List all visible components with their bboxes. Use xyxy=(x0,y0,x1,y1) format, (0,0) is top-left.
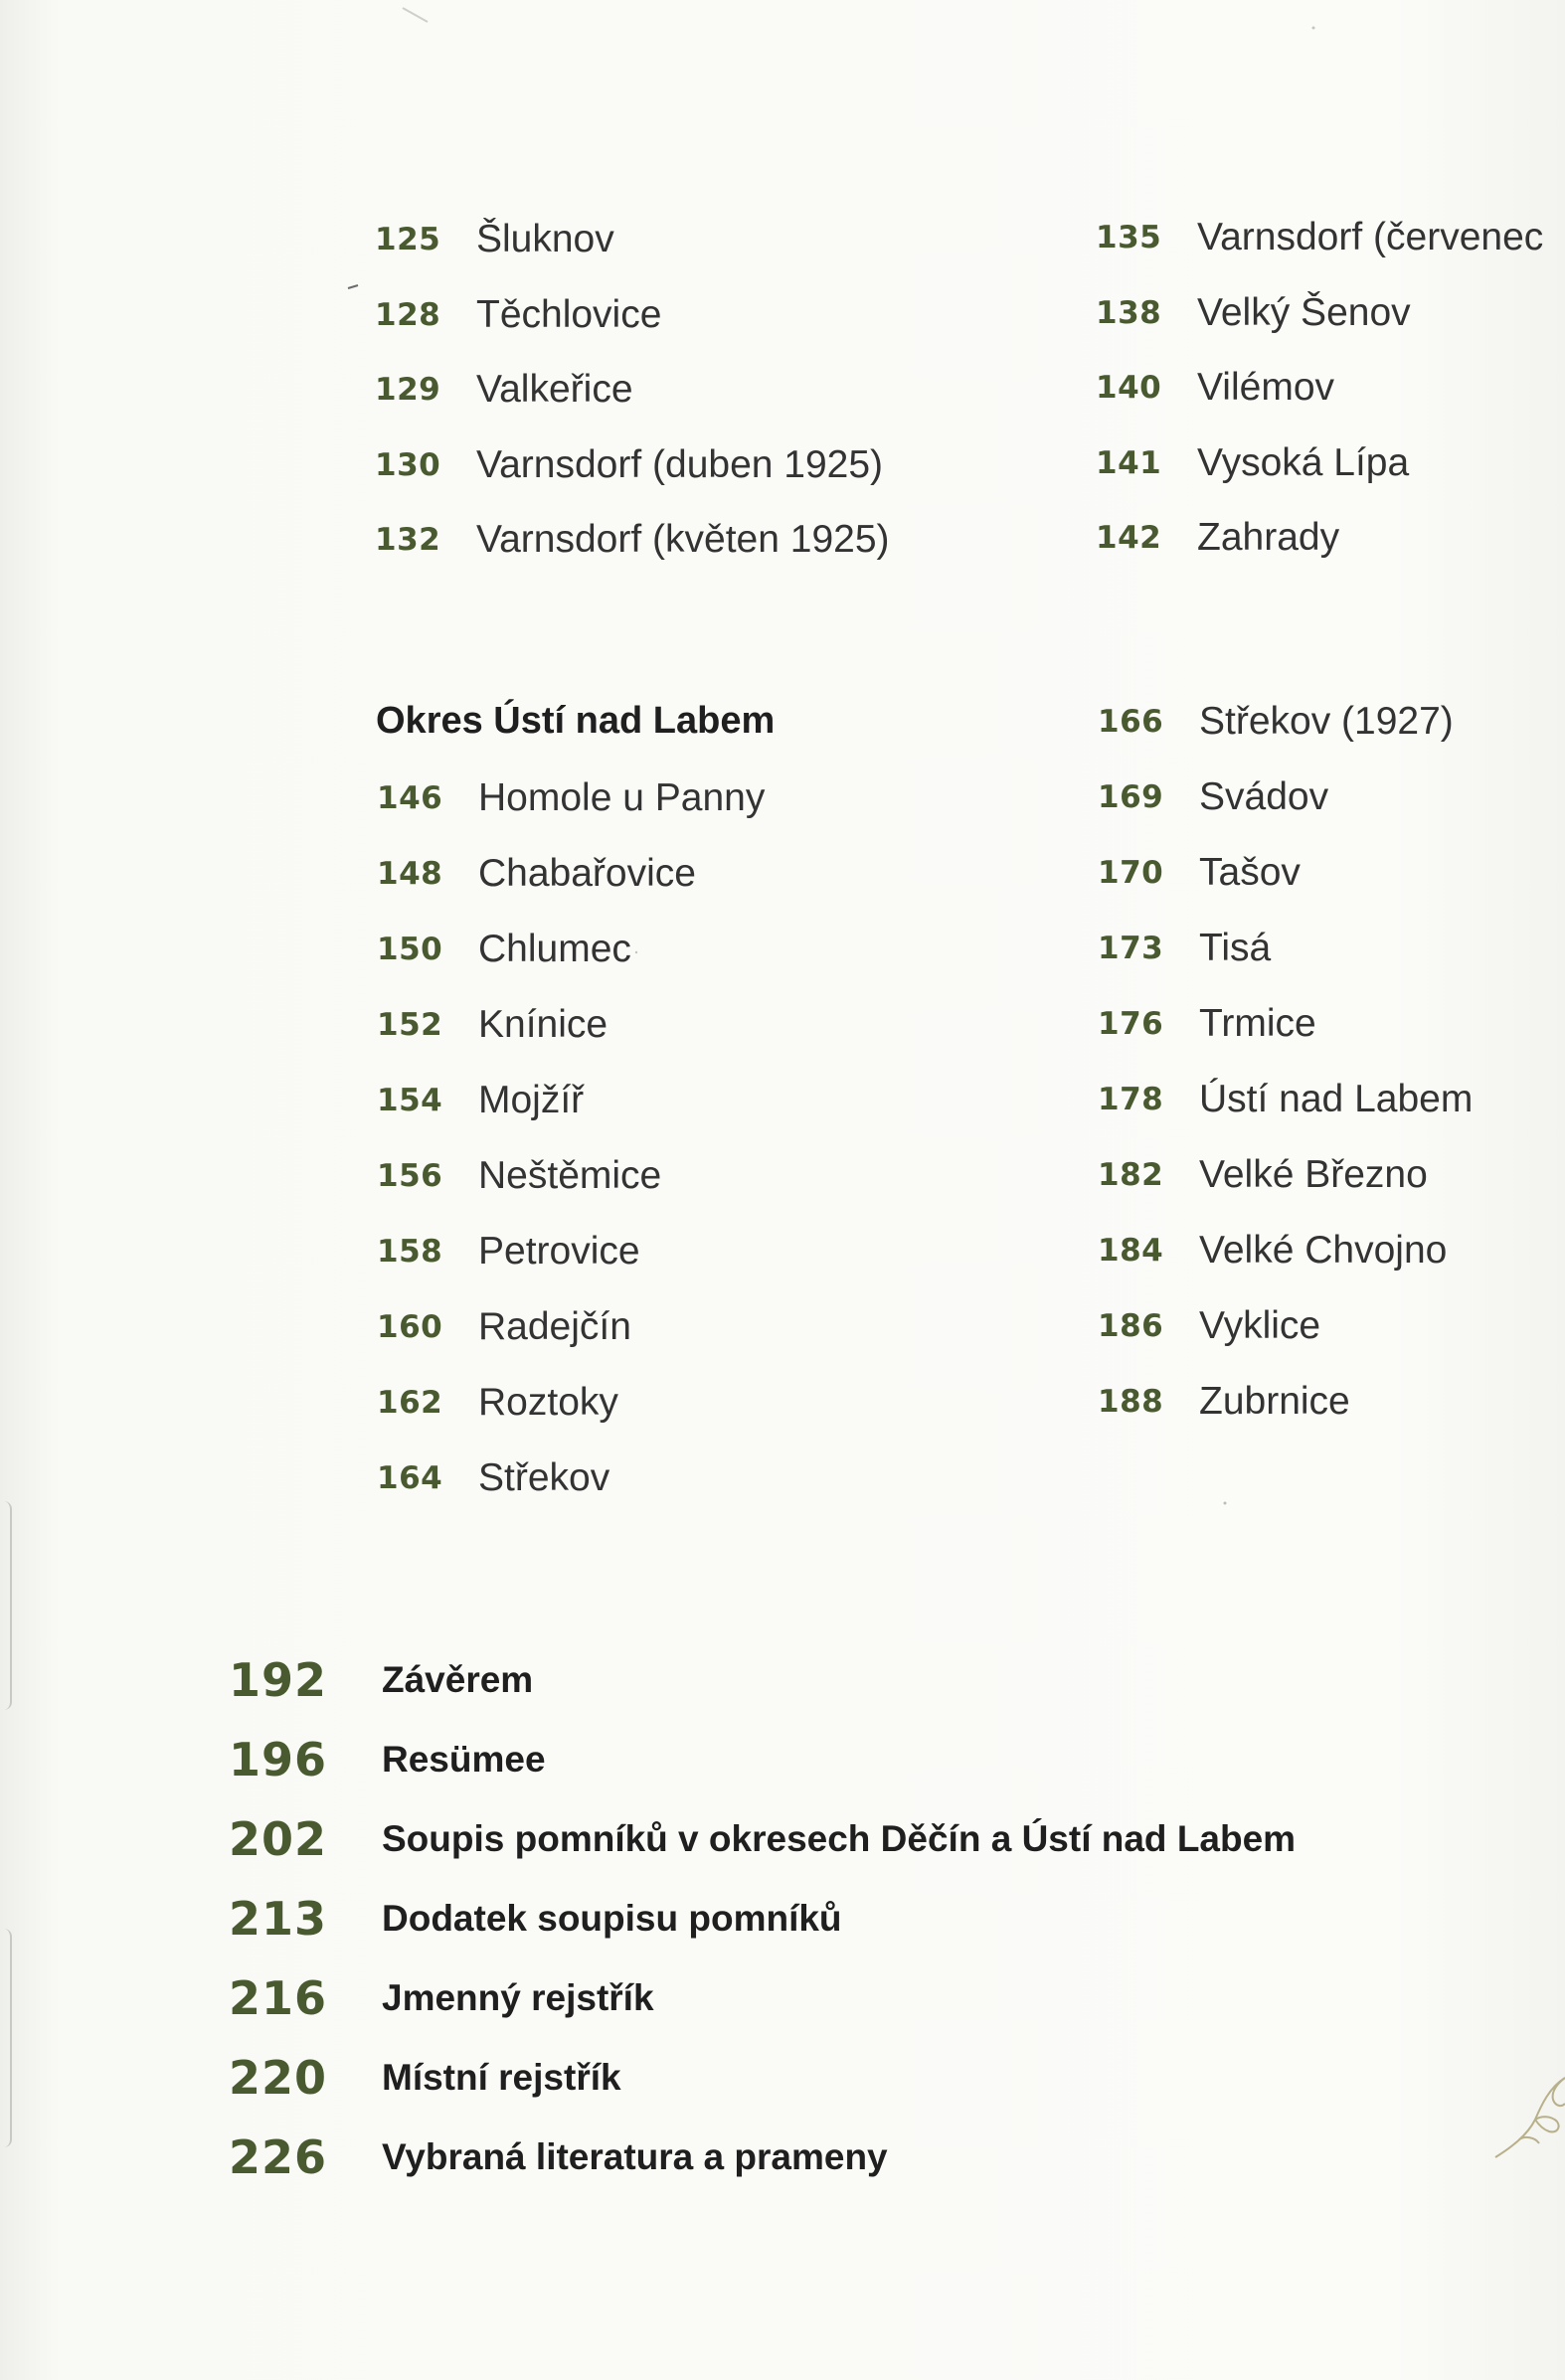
toc-entry-title: Petrovice xyxy=(478,1230,640,1273)
toc-entry-title: Svádov xyxy=(1199,775,1329,818)
toc-page-number: 176 xyxy=(1098,1006,1164,1042)
toc-page-number: 202 xyxy=(229,1812,328,1866)
toc-entry-title: Místní rejstřík xyxy=(382,2057,621,2098)
toc-entry-title: Varnsdorf (květen 1925) xyxy=(476,518,890,561)
toc-entry-title: Zahrady xyxy=(1197,516,1340,559)
binding-edge xyxy=(0,1501,12,1710)
toc-entry-title: Vybraná literatura a prameny xyxy=(382,2136,888,2177)
toc-page-number: 173 xyxy=(1098,931,1164,966)
toc-entry-title: Chlumec xyxy=(478,928,631,970)
binding-edge xyxy=(0,1929,12,2147)
toc-page-number: 140 xyxy=(1096,370,1162,406)
toc-page-number: 216 xyxy=(229,1971,328,2025)
toc-page-number: 226 xyxy=(229,2130,328,2184)
toc-entry-title: Radejčín xyxy=(478,1305,631,1348)
toc-page-number: 156 xyxy=(377,1158,443,1194)
toc-entry-title: Varnsdorf (červenec xyxy=(1197,216,1544,258)
toc-entry-title: Mojžíř xyxy=(478,1079,585,1121)
section-heading: Okres Ústí nad Labem xyxy=(376,700,776,742)
toc-entry-title: Vyklice xyxy=(1199,1304,1321,1347)
toc-page-number: 178 xyxy=(1098,1082,1164,1117)
toc-page-number: 186 xyxy=(1098,1308,1164,1344)
toc-entry-title: Vilémov xyxy=(1197,366,1335,409)
toc-page-number: 150 xyxy=(377,932,443,967)
toc-page-number: 152 xyxy=(377,1007,443,1043)
toc-entry-title: Velký Šenov xyxy=(1197,290,1411,334)
toc-entry-title: Chabařovice xyxy=(478,852,696,895)
toc-page-number: 132 xyxy=(375,522,441,558)
toc-entry-title: Resümee xyxy=(382,1739,546,1780)
toc-page-number: 142 xyxy=(1096,520,1162,556)
toc-entry-title: Jmenný rejstřík xyxy=(382,1977,654,2018)
toc-page-number: 192 xyxy=(229,1653,328,1707)
toc-page-number: 164 xyxy=(377,1460,443,1496)
toc-page-number: 213 xyxy=(229,1892,328,1946)
toc-entry-title: Homole u Panny xyxy=(478,776,766,819)
toc-entry-title: Soupis pomníků v okresech Děčín a Ústí nad Labem xyxy=(382,1818,1297,1859)
toc-page-number: 125 xyxy=(375,222,441,257)
toc-page-number: 170 xyxy=(1098,855,1164,891)
toc-entry-title: Šluknov xyxy=(476,218,614,260)
toc-entry-title: Střekov (1927) xyxy=(1199,700,1454,743)
toc-page-number: 148 xyxy=(377,856,443,892)
toc-page-number: 146 xyxy=(377,780,443,816)
toc-entry-title: Zubrnice xyxy=(1199,1380,1350,1423)
toc-page-number: 188 xyxy=(1098,1384,1164,1420)
toc-entry-title: Neštěmice xyxy=(478,1154,662,1197)
toc-page-number: 154 xyxy=(377,1083,443,1118)
toc-page-number: 128 xyxy=(375,296,441,333)
toc-page-number: 158 xyxy=(377,1234,443,1270)
toc-entry-title: Velké Chvojno xyxy=(1199,1229,1448,1272)
toc-page-number: 196 xyxy=(229,1733,328,1786)
toc-entry-title: Dodatek soupisu pomníků xyxy=(382,1898,842,1939)
toc-page-number: 184 xyxy=(1098,1233,1164,1269)
toc-entry-title: Tašov xyxy=(1199,851,1301,894)
toc-page-number: 141 xyxy=(1096,444,1162,481)
toc-entry-title: Těchlovice xyxy=(476,292,662,336)
leaf-ornament-icon xyxy=(1491,2058,1565,2167)
toc-entry-title: Knínice xyxy=(478,1003,609,1046)
toc-entry-title: Velké Březno xyxy=(1199,1153,1428,1196)
toc-page-number: 162 xyxy=(377,1385,443,1421)
toc-page-number: 138 xyxy=(1096,294,1162,331)
toc-page-number: 166 xyxy=(1098,704,1164,740)
toc-entry-title: Závěrem xyxy=(382,1659,534,1700)
toc-entry-title: Varnsdorf (duben 1925) xyxy=(476,442,884,486)
toc-entry-title: Střekov xyxy=(478,1456,610,1499)
toc-entry-title: Tisá xyxy=(1199,927,1272,969)
toc-page-number: 182 xyxy=(1098,1157,1164,1193)
toc-page-number: 135 xyxy=(1096,220,1162,255)
toc-entry-title: Ústí nad Labem xyxy=(1199,1078,1474,1120)
toc-entry-title: Roztoky xyxy=(478,1381,618,1424)
toc-page-number: 160 xyxy=(377,1309,443,1345)
toc-entry-title: Trmice xyxy=(1199,1002,1316,1045)
toc-entry-title: Vysoká Lípa xyxy=(1197,440,1410,484)
toc-entry-title: Valkeřice xyxy=(476,368,633,411)
toc-page-number: 169 xyxy=(1098,779,1164,815)
toc-page-number: 129 xyxy=(375,372,441,408)
toc-page-number: 130 xyxy=(375,446,441,483)
toc-page-number: 220 xyxy=(229,2051,328,2105)
